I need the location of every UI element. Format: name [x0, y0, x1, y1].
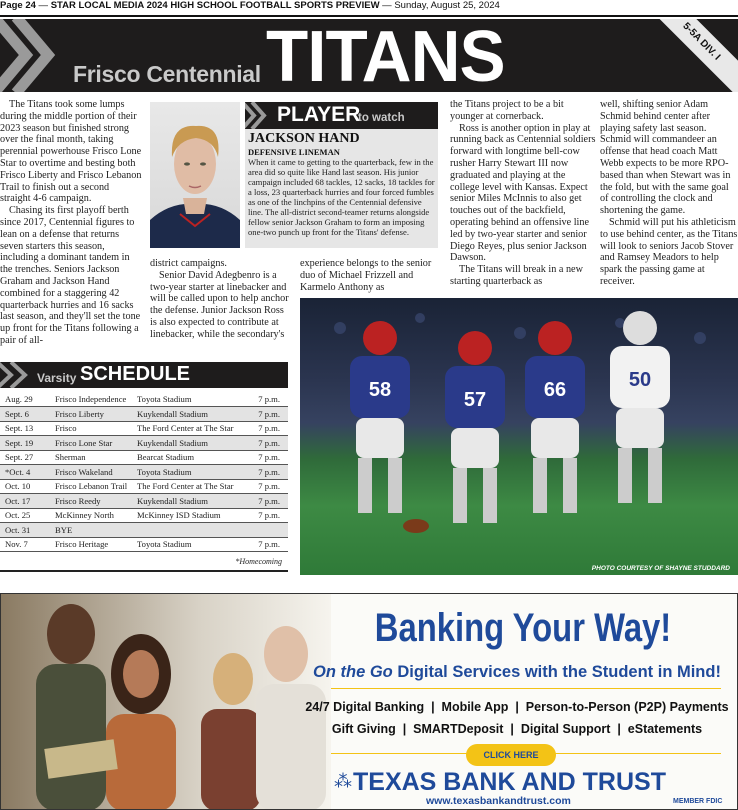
- chevron-decoration-icon: [245, 102, 275, 129]
- page-number: Page 24: [0, 0, 36, 11]
- schedule-opponent: BYE: [50, 523, 132, 538]
- schedule-time: 7 p.m.: [248, 494, 288, 509]
- schedule-venue: The Ford Center at The Star: [132, 479, 248, 494]
- schedule-opponent: Frisco Heritage: [50, 537, 132, 552]
- schedule-venue: Kuykendall Stadium: [132, 494, 248, 509]
- schedule-date: Oct. 10: [0, 479, 50, 494]
- jersey-number: 66: [543, 379, 567, 401]
- schedule-time: 7 p.m.: [248, 392, 288, 407]
- schedule-opponent: Frisco Wakeland: [50, 465, 132, 480]
- homecoming-note: *Homecoming: [0, 552, 288, 572]
- article-column-1: [0, 99, 142, 347]
- player-position: DEFENSIVE LINEMAN: [248, 147, 340, 157]
- schedule-row: [0, 392, 288, 407]
- paragraph: Chasing its first playoff berth since 2017, Centennial figures to lean on a defense that returns seven starters this season, including a dominant tandem in the trenches. Seniors Jackson Graham and Jackson Hand combined for a staggering 42 quarterback hurries and 16 sacks last season, and they'll set the tone up front for the Titans following a pair of all-: [0, 205, 141, 346]
- schedule-venue: Toyota Stadium: [132, 465, 248, 480]
- schedule-row: [0, 479, 288, 494]
- schedule-opponent: Sherman: [50, 450, 132, 465]
- schedule-row: [0, 407, 288, 422]
- schedule-opponent: Frisco: [50, 421, 132, 436]
- page-header: [0, 0, 738, 14]
- schedule-opponent: Frisco Independence: [50, 392, 132, 407]
- schedule-time: 7 p.m.: [248, 465, 288, 480]
- schedule-venue: Toyota Stadium: [132, 392, 248, 407]
- bank-name: TEXAS BANK AND TRUST: [353, 768, 666, 796]
- player-headshot-image: [150, 102, 240, 248]
- schedule-heading: SCHEDULE: [80, 363, 191, 385]
- schedule-date: Sept. 13: [0, 421, 50, 436]
- schedule-row: [0, 450, 288, 465]
- player-to-watch-box: [245, 102, 438, 248]
- schedule-date: *Oct. 4: [0, 465, 50, 480]
- separator: —: [379, 0, 395, 11]
- schedule-time: 7 p.m.: [248, 436, 288, 451]
- chevron-decoration-icon: [0, 362, 40, 388]
- students-photo: [1, 594, 331, 810]
- schedule-time: 7 p.m.: [248, 508, 288, 523]
- team-name: TITANS: [266, 19, 505, 92]
- schedule-venue: Bearcat Stadium: [132, 450, 248, 465]
- player-name: JACKSON HAND: [248, 131, 360, 146]
- schedule-date: Sept. 27: [0, 450, 50, 465]
- football-players-image: [300, 298, 738, 575]
- paragraph: well, shifting senior Adam Schmid behind center after playing safety last season. Schmid will commandeer an offense that head coach Matt Webb expects to be more RPO-based than when Stewart was in the fold, but with the same goal of controlling the clock and shortening the game.: [600, 99, 731, 217]
- schedule-time: 7 p.m.: [248, 407, 288, 422]
- paragraph: the Titans project to be a bit younger at cornerback.: [450, 99, 564, 122]
- schedule-time: 7 p.m.: [248, 537, 288, 552]
- schedule-date: Nov. 7: [0, 537, 50, 552]
- schedule-venue: Kuykendall Stadium: [132, 407, 248, 422]
- player-heading-sub: to watch: [358, 112, 405, 124]
- schedule-header: [0, 362, 288, 388]
- jersey-number: 57: [463, 389, 487, 411]
- paragraph: Schmid will put his athleticism to use behind center, as the Titans will look to seniors Jacob Stover and Ramsey Meadors to help spark the passing game at receiver.: [600, 216, 738, 287]
- separator: —: [35, 0, 51, 11]
- schedule-opponent: Frisco Liberty: [50, 407, 132, 422]
- schedule-row: [0, 508, 288, 523]
- chevron-decoration-icon: [0, 19, 80, 92]
- team-banner: [0, 19, 738, 92]
- schedule-date: Sept. 6: [0, 407, 50, 422]
- schedule-row: [0, 421, 288, 436]
- photo-credit: PHOTO COURTESY OF SHAYNE STUDDARD: [591, 565, 730, 572]
- player-figure: [445, 331, 505, 523]
- bank-url-link[interactable]: www.texasbankandtrust.com: [426, 795, 571, 807]
- schedule-table-wrap: [0, 392, 288, 572]
- player-bio: When it came to getting to the quarterback, few in the area did so quite like Hand last season. His junior campaign included 68 tackles, 12 sacks, 18 tackles for a loss, 23 quarterback hurries and four forced fumbles as one of the linchpins of the Centennial defensive line. The all-district second-teamer returns alongside fellow senior Jackson Graham to form an imposing one-two punch up front for the Titans' defense.: [248, 157, 435, 237]
- paragraph: Senior David Adegbenro is a two-year starter at linebacker and will be called upon to help anchor the defense. Junior Jackson Ross is also expected to contribute at linebacker, while the secondary's: [150, 269, 289, 340]
- bank-advertisement[interactable]: [0, 593, 738, 810]
- schedule-venue: McKinney ISD Stadium: [132, 508, 248, 523]
- schedule-date: Oct. 31: [0, 523, 50, 538]
- player-figure: [350, 321, 410, 513]
- paragraph: Ross is another option in play at running back as Centennial soldiers forward with longtime bell-cow rusher Harry Stewart III now graduated and playing at the college level with Kansas. Expect senior Miles McInnis to also get touches out of the backfield, operating behind an offensive line led by two-year starter and senior Diego Reyes, plus senior Jackson Dawson.: [450, 122, 596, 264]
- schedule-opponent: Frisco Lone Star: [50, 436, 132, 451]
- schedule-row: [0, 523, 288, 538]
- paragraph: The Titans will break in a new starting quarterback as: [450, 264, 583, 287]
- schedule-row: [0, 465, 288, 480]
- bank-logo-icon: ⁂: [334, 771, 352, 791]
- member-fdic: MEMBER FDIC: [673, 798, 723, 805]
- player-box-header: [245, 102, 438, 129]
- article-column-5: [600, 99, 738, 288]
- schedule-opponent: Frisco Lebanon Trail: [50, 479, 132, 494]
- schedule-heading-sub: Varsity: [37, 371, 77, 385]
- ad-subheadline: Digital Services with the Student in Mind!: [392, 663, 721, 681]
- schedule-table: [0, 392, 288, 552]
- school-name: Frisco Centennial: [73, 61, 261, 87]
- schedule-row: [0, 436, 288, 451]
- paragraph: The Titans took some lumps during the middle portion of their 2023 season but finished strong over the final month, taking perennial powerhouse Frisco Lone Star to overtime and besting both Frisco Liberty and Frisco Lebanon Trail to finish out a second straight 4-6 campaign.: [0, 99, 142, 205]
- player-heading: PLAYER: [277, 103, 361, 126]
- schedule-venue: Kuykendall Stadium: [132, 436, 248, 451]
- jersey-number: 58: [368, 379, 392, 401]
- schedule-venue: [132, 523, 248, 538]
- schedule-row: [0, 537, 288, 552]
- schedule-opponent: McKinney North: [50, 508, 132, 523]
- player-figure: [610, 311, 670, 503]
- schedule-opponent: Frisco Reedy: [50, 494, 132, 509]
- schedule-row: [0, 494, 288, 509]
- division-ribbon: 5-5A DIV. I: [639, 19, 738, 92]
- ad-services-line-2: Gift Giving | SMARTDeposit | Digital Support | eStatements: [331, 722, 703, 736]
- jersey-number: 50: [628, 369, 652, 391]
- click-here-button[interactable]: CLICK HERE: [466, 744, 556, 766]
- game-photo: [300, 298, 738, 575]
- paragraph: experience belongs to the senior duo of Michael Frizzell and Karmelo Anthony as: [300, 258, 432, 293]
- schedule-date: Aug. 29: [0, 392, 50, 407]
- article-column-4: [450, 99, 596, 288]
- publication-title: STAR LOCAL MEDIA 2024 HIGH SCHOOL FOOTBALL SPORTS PREVIEW: [50, 0, 380, 11]
- schedule-venue: Toyota Stadium: [132, 537, 248, 552]
- schedule-date: Oct. 17: [0, 494, 50, 509]
- paragraph: district campaigns.: [150, 258, 227, 269]
- ad-services-line-1: 24/7 Digital Banking | Mobile App | Person-to-Person (P2P) Payments: [305, 700, 729, 714]
- article-column-3: [300, 258, 442, 293]
- article-column-2: [150, 258, 292, 341]
- header-rule: [0, 15, 738, 17]
- schedule-venue: The Ford Center at The Star: [132, 421, 248, 436]
- schedule-date: Sept. 19: [0, 436, 50, 451]
- issue-date: Sunday, August 25, 2024: [394, 0, 500, 11]
- schedule-date: Oct. 25: [0, 508, 50, 523]
- schedule-time: 7 p.m.: [248, 421, 288, 436]
- schedule-time: 7 p.m.: [248, 479, 288, 494]
- player-headshot: [150, 102, 240, 248]
- player-figure: [525, 321, 585, 513]
- ad-sub-italic: On the Go: [313, 663, 393, 681]
- ad-headline: Banking Your Way!: [374, 606, 672, 650]
- schedule-time: 7 p.m.: [248, 450, 288, 465]
- schedule-time: [248, 523, 288, 538]
